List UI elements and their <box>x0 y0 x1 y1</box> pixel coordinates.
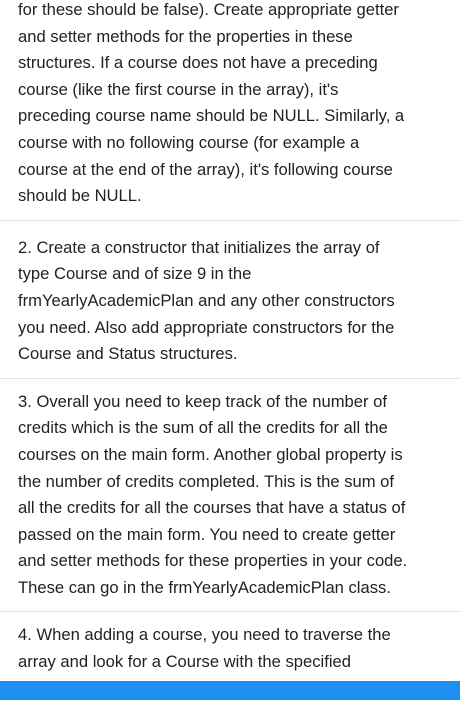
paragraph-1 <box>0 0 460 220</box>
text-line: preceding course name should be NULL. Similarly, a <box>18 106 405 126</box>
text-line: structures. If a course does not have a preceding <box>18 53 378 73</box>
text-line: you need. Also add appropriate constructors for the <box>18 317 395 337</box>
text-line: credits which is the sum of all the credits for all the <box>18 418 388 438</box>
text-line: These can go in the frmYearlyAcademicPlan class. <box>18 577 391 597</box>
text-line: for these should be false). Create appropriate getter <box>18 0 399 19</box>
text-line: all the credits for all the courses that have a status of <box>18 498 406 518</box>
text-line: frmYearlyAcademicPlan and any other constructors <box>18 290 395 310</box>
bottom-bar <box>0 681 460 700</box>
text-line: should be NULL. <box>18 186 142 206</box>
text-line: array and look for a Course with the specified <box>18 652 351 672</box>
text-line: courses on the main form. Another global property is <box>18 444 403 464</box>
text-line: 4. When adding a course, you need to traverse the <box>18 625 391 645</box>
text-line: the number of credits completed. This is the sum of <box>18 471 394 491</box>
text-line: Course and Status structures. <box>18 344 238 364</box>
text-line: passed on the main form. You need to create getter <box>18 524 396 544</box>
text-line: type Course and of size 9 in the <box>18 264 252 284</box>
text-line: 3. Overall you need to keep track of the number of <box>18 391 387 411</box>
paragraph-2 <box>0 221 460 378</box>
text-line: course with no following course (for example a <box>18 132 360 152</box>
text-line: and setter methods for these properties in your code. <box>18 551 408 571</box>
paragraph-3 <box>0 379 460 612</box>
text-line: 2. Create a constructor that initializes the array of <box>18 237 380 257</box>
text-line: course (like the first course in the array), it's <box>18 79 339 99</box>
text-line: course at the end of the array), it's following course <box>18 159 393 179</box>
text-line: and setter methods for the properties in these <box>18 26 353 46</box>
